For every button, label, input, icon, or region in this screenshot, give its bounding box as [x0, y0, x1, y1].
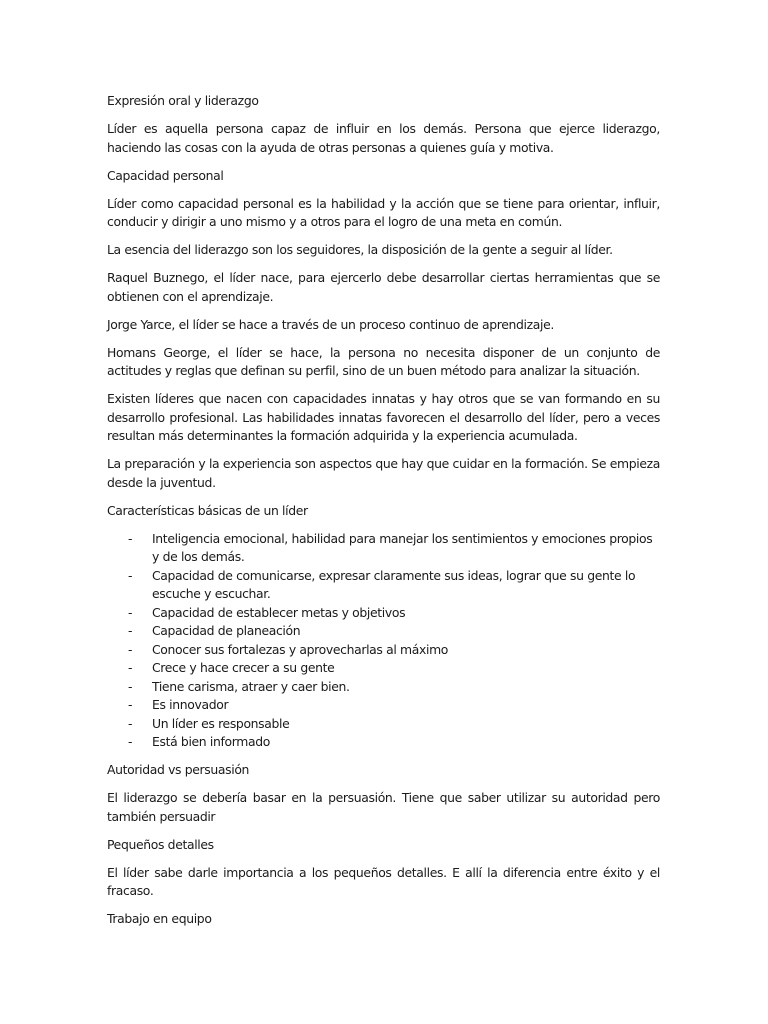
bullet-dash: -: [128, 734, 133, 749]
list-item: [107, 696, 660, 715]
paragraph: Líder como capacidad personal es la habilidad y la acción que se tiene para orientar, influir, conducir y dirigir a uno mismo y a otros para el logro de una meta en común.: [107, 195, 660, 229]
bullet-dash: -: [128, 715, 133, 731]
paragraph: Jorge Yarce, el líder se hace a través de un proceso continuo de aprendizaje.: [107, 316, 554, 332]
section-heading-autoridad: Autoridad vs persuasión: [107, 762, 250, 777]
document-page: [107, 92, 660, 938]
list-item: [107, 733, 660, 752]
list-item-text: Un líder es responsable: [152, 715, 290, 731]
list-item: [107, 567, 660, 604]
paragraph: Homans George, el líder se hace, la persona no necesita disponer de un conjunto de actitudes y reglas que definan su perfil, sino de un buen método para analizar la situación.: [107, 344, 660, 378]
list-item: [107, 659, 660, 678]
list-item: [107, 530, 660, 567]
paragraph: La preparación y la experiencia son aspectos que hay que cuidar en la formación. Se empieza desde la juventud.: [107, 456, 660, 490]
paragraph: El liderazgo se debería basar en la persuasión. Tiene que saber utilizar su autoridad pero también persuadir: [107, 790, 660, 824]
list-item-text: Inteligencia emocional, habilidad para manejar los sentimientos y emociones propios y de los demás.: [152, 530, 653, 564]
section-heading-caracteristicas: Características básicas de un líder: [107, 502, 308, 518]
section-heading-capacidad: Capacidad personal: [107, 167, 224, 183]
bullet-dash: -: [128, 697, 133, 712]
bullet-dash: -: [128, 567, 133, 583]
intro-paragraph: Líder es aquella persona capaz de influir en los demás. Persona que ejerce liderazgo, haciendo las cosas con la ayuda de otras personas a quienes guía y motiva.: [107, 121, 660, 155]
list-item-text: Es innovador: [152, 697, 229, 712]
list-item: [107, 622, 660, 641]
list-item: [107, 604, 660, 623]
list-item-text: Tiene carisma, atraer y caer bien.: [152, 678, 350, 694]
list-item: [107, 641, 660, 660]
list-item-text: Crece y hace crecer a su gente: [152, 660, 335, 675]
list-item-text: Capacidad de comunicarse, expresar claramente sus ideas, lograr que su gente lo escuche y escuchar.: [152, 567, 636, 601]
bullet-dash: -: [128, 660, 133, 675]
document-title: Expresión oral y liderazgo: [107, 93, 259, 108]
paragraph: Existen líderes que nacen con capacidades innatas y hay otros que se van formando en su desarrollo profesional. Las habilidades innatas favorecen el desarrollo del líder, pero a veces resultan más determinantes la formación adquirida y la experiencia acumulada.: [107, 391, 660, 443]
paragraph: Raquel Buznego, el líder nace, para ejercerlo debe desarrollar ciertas herramientas que se obtienen con el aprendizaje.: [107, 270, 660, 304]
section-heading-detalles: Pequeños detalles: [107, 836, 214, 852]
bullet-dash: -: [128, 604, 133, 620]
section-heading-equipo: Trabajo en equipo: [107, 911, 212, 926]
list-item-text: Conocer sus fortalezas y aprovecharlas al máximo: [152, 641, 449, 657]
paragraph: El líder sabe darle importancia a los pequeños detalles. E allí la diferencia entre éxito y el fracaso.: [107, 864, 660, 898]
characteristics-list: [107, 530, 660, 752]
bullet-dash: -: [128, 530, 133, 546]
paragraph: La esencia del liderazgo son los seguidores, la disposición de la gente a seguir al líder.: [107, 242, 613, 257]
bullet-dash: -: [128, 641, 133, 657]
list-item: [107, 715, 660, 734]
list-item-text: Está bien informado: [152, 734, 270, 749]
list-item-text: Capacidad de establecer metas y objetivos: [152, 604, 406, 620]
bullet-dash: -: [128, 678, 133, 694]
list-item-text: Capacidad de planeación: [152, 623, 301, 638]
list-item: [107, 678, 660, 697]
bullet-dash: -: [128, 623, 133, 638]
